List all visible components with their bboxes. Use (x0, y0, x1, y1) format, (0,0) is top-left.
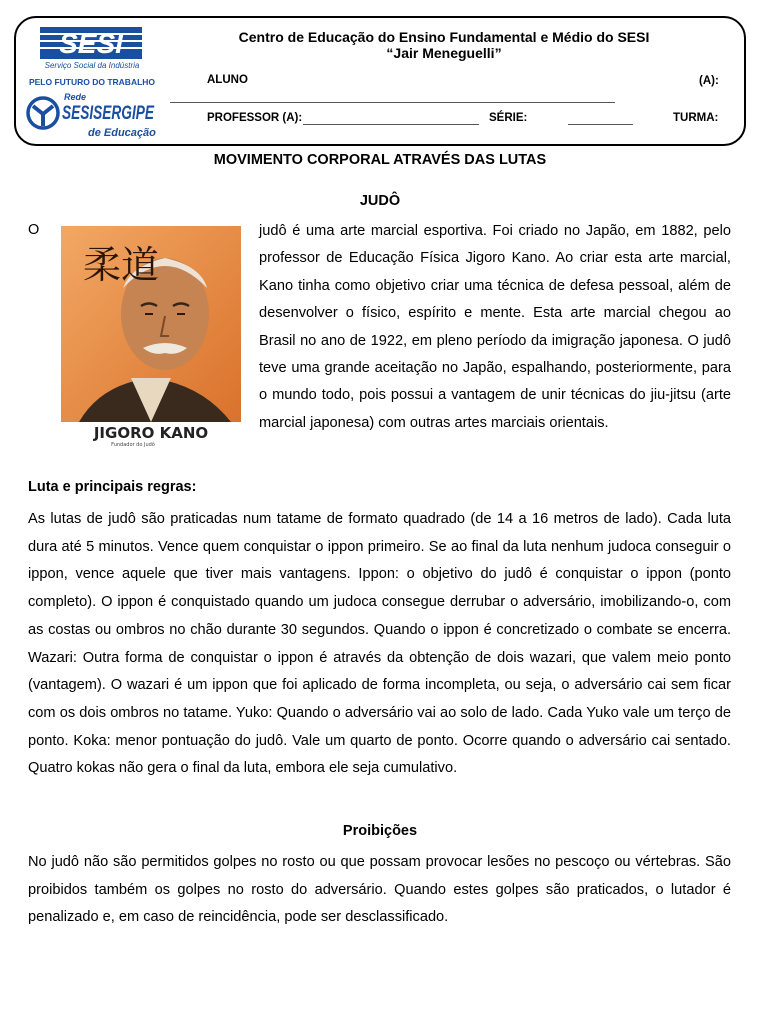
serie-label: SÉRIE: (489, 112, 528, 124)
intro-paragraph: judô é uma arte marcial esportiva. Foi criado no Japão, em 1882, pelo professor de Educação Física Jigoro Kano. Ao criar esta arte marcial, Kano tinha como objetivo criar uma técnica de defesa pessoal, além de desenvolver o físico, espírito e mente. Esta arte marcial chegou ao Brasil no ano de 1922, em pleno período da imigração japonesa. O judô teve uma grande aceitação no Japão, espalhando, posteriormente, para o mundo todo, pois possui a vantagem de unir técnicas do jiu-jitsu (arte marcial japonesa) com outras artes marciais orientais. (259, 223, 731, 431)
aluno-name-field[interactable] (170, 102, 615, 103)
sesisergipe-logo (26, 84, 156, 142)
svg-text:SESI: SESI (59, 28, 123, 59)
school-name: Centro de Educação do Ensino Fundamental e Médio do SESI (238, 29, 650, 45)
serie-field[interactable] (568, 124, 633, 125)
prohibitions-heading: Proibições (342, 823, 418, 839)
section-title-judo: JUDÔ (359, 193, 401, 209)
sesi-subtitle: Serviço Social da Indústria (44, 61, 140, 70)
rules-paragraph: As lutas de judô são praticadas num tatame de formato quadrado (de 14 a 16 metros de lado). Cada luta dura até 5 minutos. Vence quem conquistar o ippon primeiro. Se ao final da luta nenhum judoca conseguir o ippon, vence aquele que tiver mais vantagens. Ippon: o objetivo do judô é conquistar o ippon (ponto completo). O ippon é conquistado quando um judoca consegue derrubar o adversário, imobilizando-o, com as costas ou ombros no chão durante 30 segundos. Quando o ippon é concretizado o combate se encerra. Wazari: Outra forma de conquistar o ippon é através da obtenção de dois wazari, que valem meio ponto (vantagem). O wazari é um ippon que foi aplicado de forma incompleta, ou seja, o adversário cai sem ficar com os dois ombros no tatame. Yuko: Quando o adversário vai ao solo de lado. Cada Yuko vale um terço de ponto. Koka: menor pontuação do judô. Vale um quarto de ponto. Ocorre quando o adversário cai sentado. Quatro kokas não gera o final da luta, embora ele seja cumulativo. (28, 511, 731, 777)
school-subtitle: “Jair Meneguelli” (386, 45, 502, 61)
professor-name-field[interactable] (303, 124, 479, 125)
sesi-logo (40, 27, 142, 59)
professor-label: PROFESSOR (A): (207, 112, 303, 124)
svg-text:de Educação: de Educação (88, 127, 156, 139)
svg-text:Rede: Rede (64, 92, 87, 102)
aluno-suffix-label: (A): (699, 75, 719, 87)
aluno-label: ALUNO (207, 74, 248, 86)
jigoro-kano-portrait (61, 226, 241, 446)
prohibitions-paragraph: No judô não são permitidos golpes no rosto ou que possam provocar lesões no pescoço ou vértebras. São proibidos também os golpes no rosto do adversário. Quando estes golpes são praticados, o lutador é penalizado e, em caso de reincidência, pode ser desclassificado. (28, 854, 731, 926)
sesi-slogan: PELO FUTURO DO TRABALHO (28, 77, 156, 87)
svg-text:JIGORO KANO: JIGORO KANO (93, 424, 209, 442)
turma-label: TURMA: (673, 112, 719, 124)
intro-dropcap: O (28, 222, 40, 238)
svg-text:SESISERGIPE: SESISERGIPE (62, 103, 155, 124)
document-title: MOVIMENTO CORPORAL ATRAVÉS DAS LUTAS (213, 152, 547, 168)
rules-heading: Luta e principais regras: (28, 479, 197, 495)
svg-text:Fundador do Judô: Fundador do Judô (111, 442, 155, 448)
svg-text:柔道: 柔道 (83, 243, 160, 287)
